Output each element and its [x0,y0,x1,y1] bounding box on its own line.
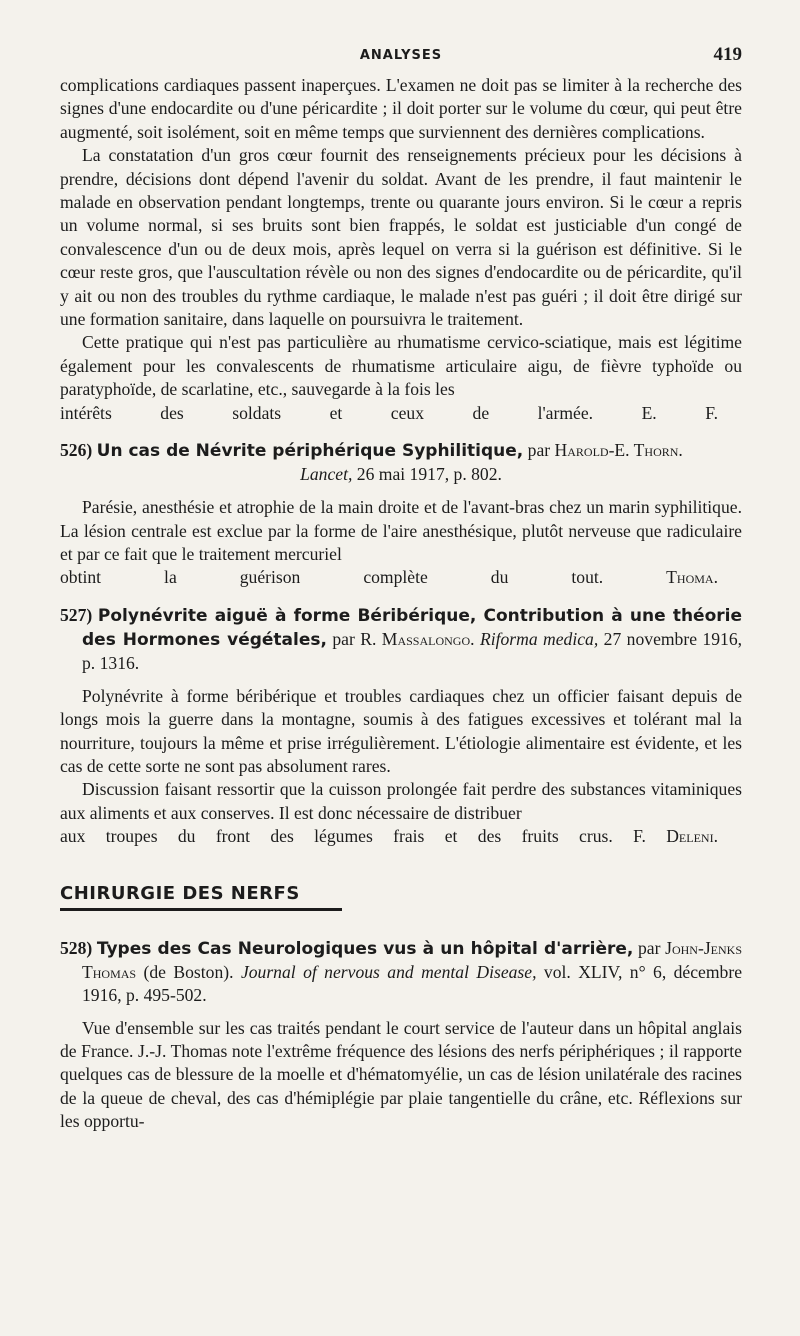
article-header [60,439,742,486]
article-526 [60,439,742,590]
author: R. Massalongo. [360,628,475,649]
article-last-line: aux troupes du front des légumes frais et des fruits crus. [60,826,613,847]
reference: vol. XLIV, n° 6, décembre 1916, p. 495-502. [82,961,742,1005]
article-header [60,937,742,1007]
running-title: ANALYSES [359,48,443,63]
article-528 [60,937,742,1134]
page-number: 419 [713,44,742,65]
byline-prefix: par [527,440,551,461]
byline-prefix: par [332,628,355,649]
article-527 [60,604,742,849]
journal: Journal of nervous and mental Disease, [240,961,537,982]
running-head [60,44,742,74]
article-title: Types des Cas Neurologiques vus à un hôpital d'arrière, [96,938,634,959]
signature: E. F. [641,402,718,423]
article-title: Un cas de Névrite périphérique Syphilitique, [96,441,524,462]
article-signature-line [60,825,742,848]
signature: Thoma. [666,567,718,588]
article-number: 528) [60,937,93,958]
article-signature-line [60,566,742,589]
author: John-Jenks Thomas [82,937,742,982]
signature: F. Deleni. [633,826,718,847]
article-number: 527) [60,604,93,625]
byline-prefix: par [638,937,661,958]
journal: Riforma medica, [479,628,599,649]
article-body: Polynévrite à forme béribérique et troubles cardiaques chez un officier faisant depuis de longs mois la guerre dans la montagne, soumis à des fatigues excessives et tolérant mal la nourriture, toujours la même et prise irrégulièrement. L'étiologie alimentaire est évidente, et les cas de cette sorte ne sont pas absolument rares. [60,685,742,776]
article-title: Polynévrite aiguë à forme Béribérique, Contribution à une théorie des Hormones végétales, [82,605,742,650]
intro-paragraph-1: complications cardiaques passent inaperçues. L'examen ne doit pas se limiter à la recherche des signes d'une endocardite ou d'une péricardite ; il doit porter sur le volume du cœur, qui peut être augmenté, soit isolément, soit en même temps que surviennent des dernières complications. [60,75,742,142]
article-body-2: Discussion faisant ressortir que la cuisson prolongée fait perdre des substances vitaminiques aux aliments et aux conserves. Il est donc nécessaire de distribuer [60,779,742,823]
article-last-line: obtint la guérison complète du tout. [60,567,604,588]
article-body: Vue d'ensemble sur les cas traités pendant le court service de l'auteur dans un hôpital anglais de France. J.-J. Thomas note l'extrême fréquence des lésions des nerfs périphériques ; il rapporte quelques cas de blessure de la moelle et d'hématomyélie, un cas de lésion unilatérale des racines de la queue de cheval, des cas d'hémiplégie par plaie tangentielle du crâne, etc. Réflexions sur les opportu- [60,1017,742,1132]
author: Harold-E. Thorn. [554,440,683,461]
reference: 27 novembre 1916, p. 1316. [82,628,743,673]
intro-signature-line [60,402,742,425]
citation [82,463,742,486]
article-number: 526) [60,440,93,461]
intro-paragraph-3: Cette pratique qui n'est pas particulière au rhumatisme cervico-sciatique, mais est légitime également pour les convalescents de rhumatisme articulaire aigu, de fièvre typhoïde ou paratyphoïde, de scarlatine, etc., sauvegarde à la fois les [60,332,742,400]
section-title: CHIRURGIE DES NERFS [60,883,342,911]
article-body: Parésie, anesthésie et atrophie de la main droite et de l'avant-bras chez un marin syphilitique. La lésion centrale est exclue par la forme de l'aire anesthésique, plutôt nerveuse que radiculaire et par ce fait que le traitement mercuriel [60,497,742,564]
journal: Lancet, [300,464,353,485]
article-header [60,604,742,675]
author-place: (de Boston). [143,961,234,982]
intro-paragraph-2: La constatation d'un gros cœur fournit des renseignements précieux pour les décisions à prendre, décisions dont dépend l'avenir du soldat. Avant de les prendre, il faut maintenir le malade en observation pendant longtemps, trente ou quarante jours environ. Si le cœur a repris un volume normal, si ses bruits sont bien frappés, le soldat est justiciable d'un congé de convalescence d'un ou de deux mois, après lequel on verra si la guérison est définitive. Si le cœur reste gros, que l'auscultation révèle ou non des signes d'endocardite ou de péricardite, qu'il y ait ou non des troubles du rythme cardiaque, le malade n'est pas guéri ; il doit être dirigé sur une formation sanitaire, dans laquelle on poursuivra le traitement. [60,145,742,330]
intro-last-line: intérêts des soldats et ceux de l'armée. [60,402,594,423]
reference: 26 mai 1917, p. 802. [356,464,502,485]
